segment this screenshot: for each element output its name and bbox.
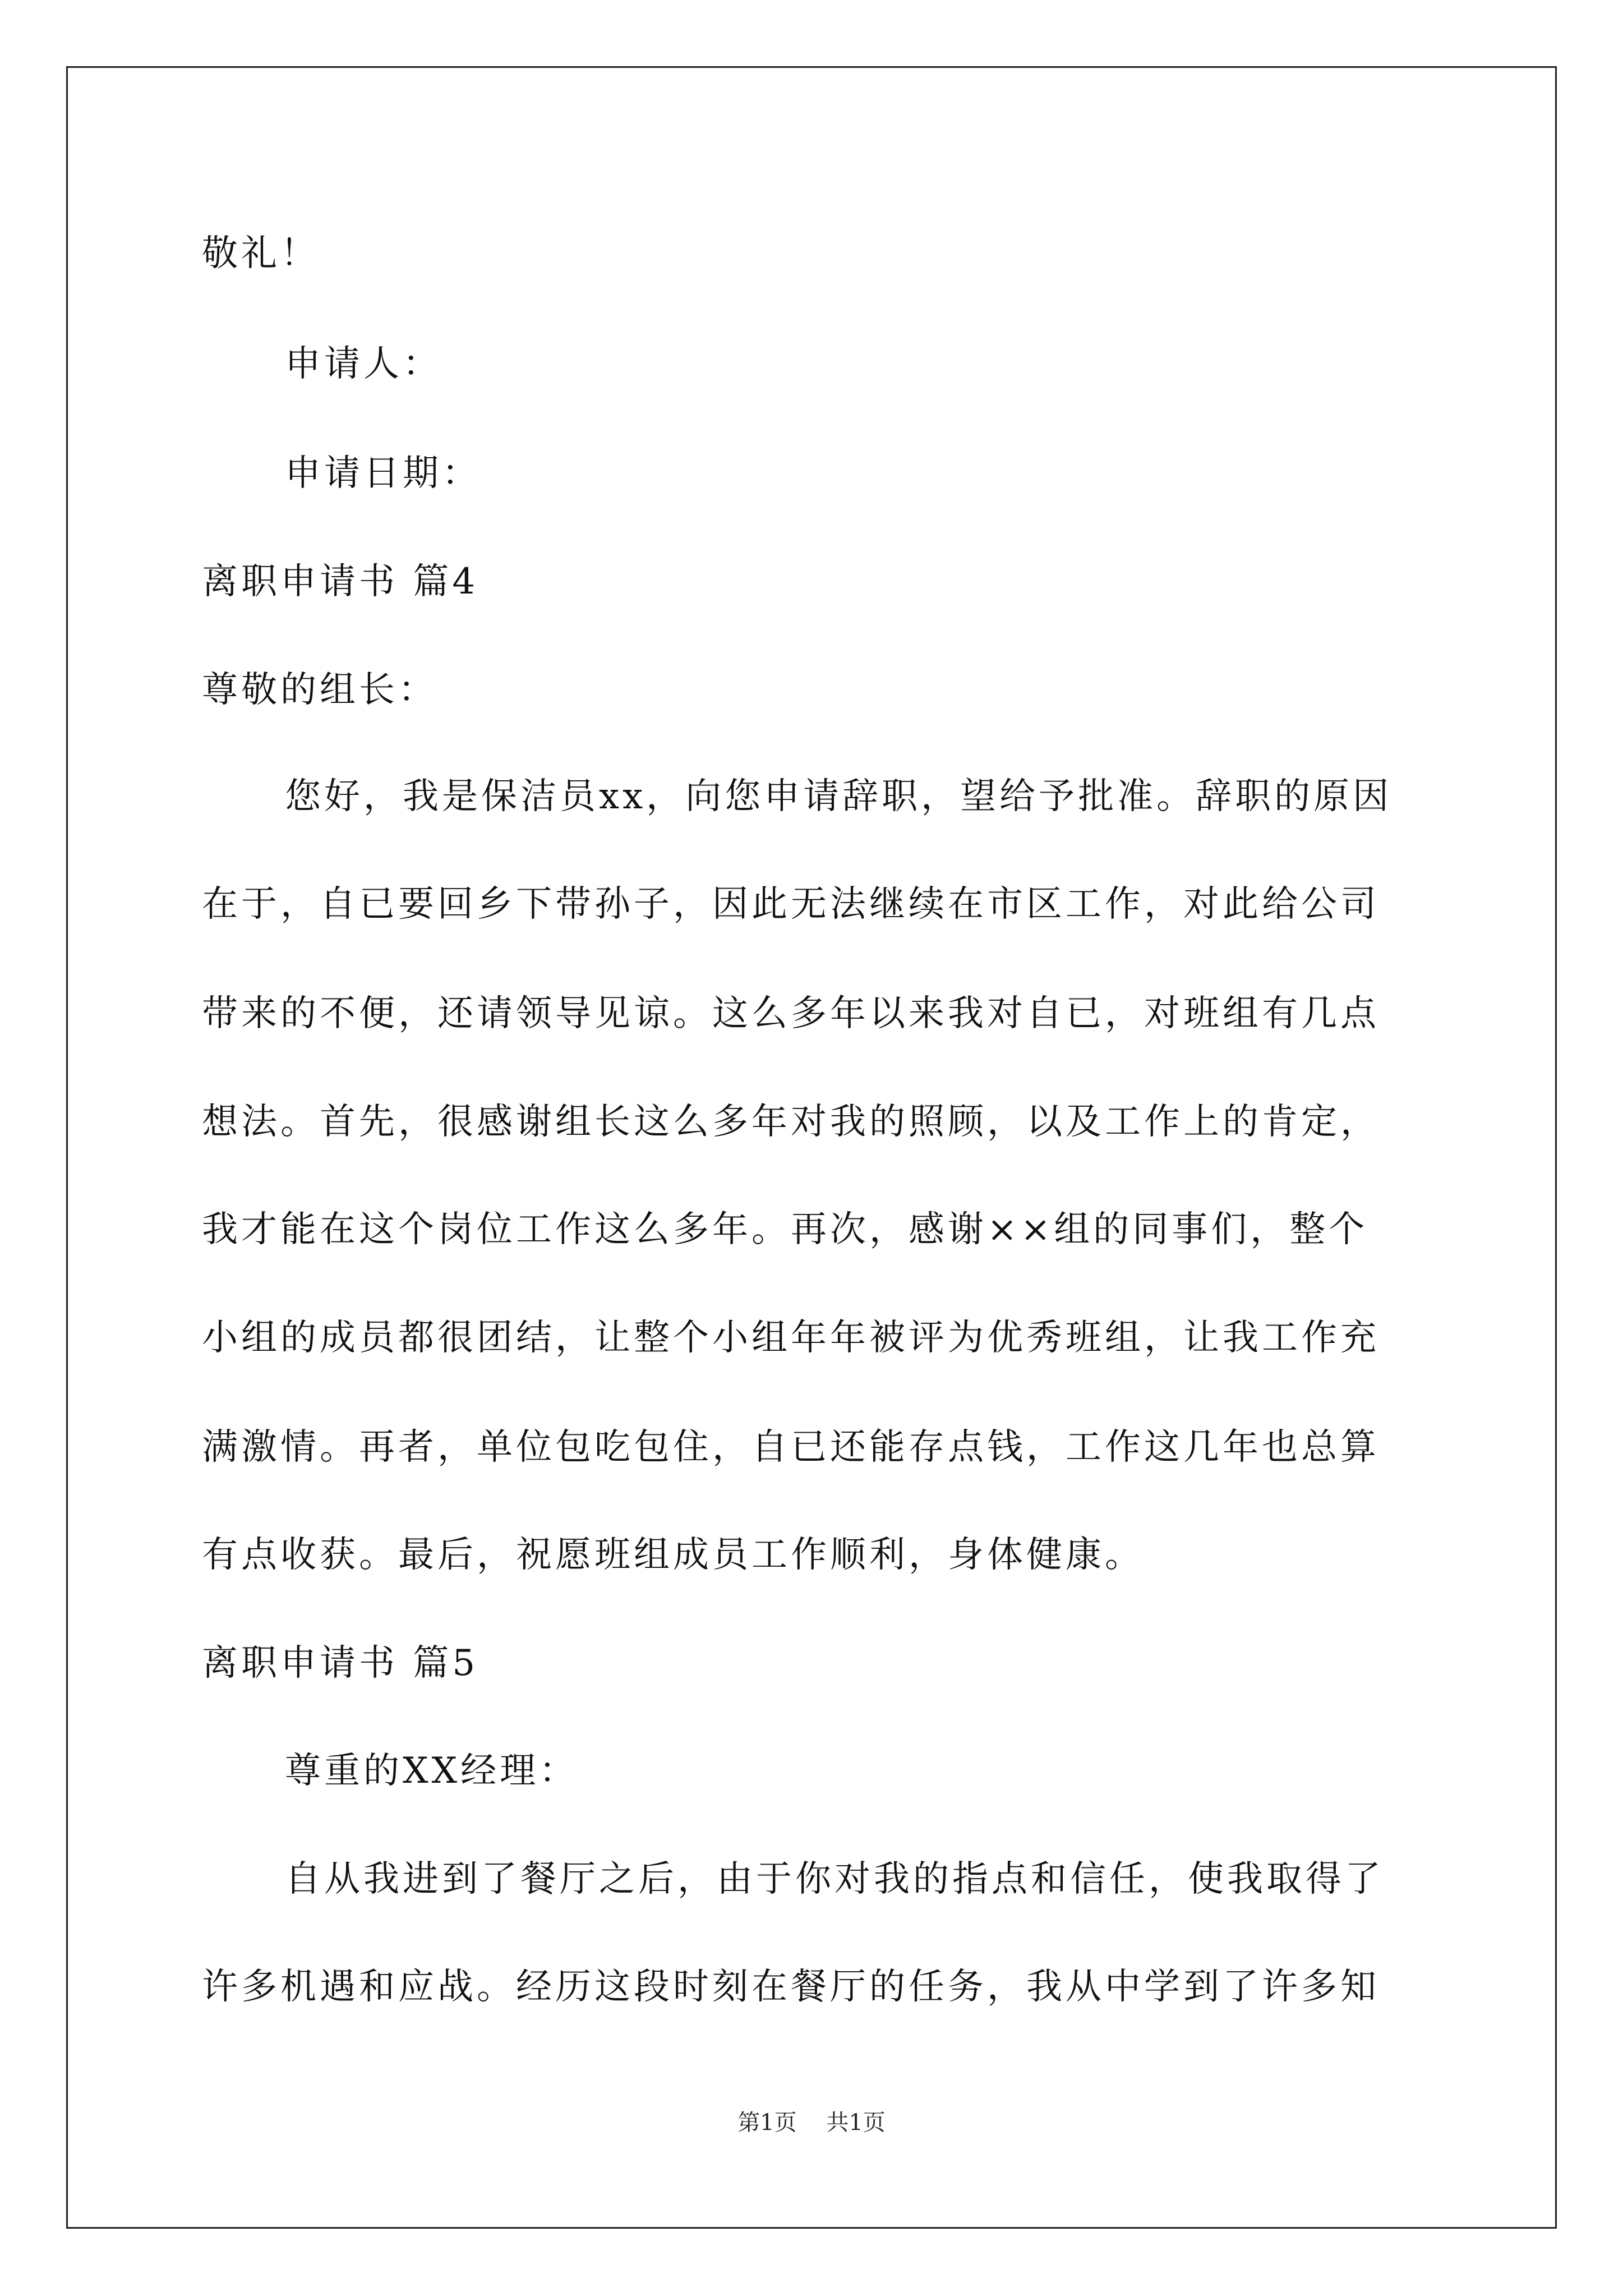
body-line: 自从我进到了餐厅之后，由于你对我的指点和信任，使我取得了 [285, 1858, 1384, 1900]
closing-salutation: 敬礼！ [202, 233, 320, 274]
page-number: 第1页 [737, 2110, 797, 2136]
body-line: 小组的成员都很团结，让整个小组年年被评为优秀班组，让我工作充 [202, 1317, 1380, 1359]
body-line: 在于，自已要回乡下带孙子，因此无法继续在市区工作，对此给公司 [202, 884, 1380, 925]
body-line: 带来的不便，还请领导见谅。这么多年以来我对自已，对班组有几点 [202, 993, 1380, 1034]
section-heading-4: 离职申请书 篇4 [202, 561, 479, 602]
page-total: 共1页 [826, 2110, 886, 2136]
application-date-label: 申请日期： [285, 453, 481, 494]
body-line: 我才能在这个岗位工作这么多年。再次，感谢××组的同事们，整个 [202, 1209, 1368, 1250]
page-footer [0, 2105, 1623, 2137]
body-line: 想法。首先，很感谢组长这么多年对我的照顾，以及工作上的肯定， [202, 1101, 1380, 1143]
body-line: 许多机遇和应战。经历这段时刻在餐厅的任务，我从中学到了许多知 [202, 1966, 1380, 2008]
salutation: 尊敬的组长： [202, 669, 437, 711]
body-line: 您好，我是保洁员xx，向您申请辞职，望给予批准。辞职的原因 [285, 776, 1393, 817]
applicant-label: 申请人： [285, 343, 442, 385]
body-line: 有点收获。最后，祝愿班组成员工作顺利，身体健康。 [202, 1534, 1144, 1576]
section-heading-5: 离职申请书 篇5 [202, 1642, 479, 1684]
salutation: 尊重的XX经理： [285, 1750, 579, 1792]
body-line: 满激情。再者，单位包吃包住，自已还能存点钱，工作这几年也总算 [202, 1427, 1380, 1468]
page-border [66, 66, 1557, 2229]
